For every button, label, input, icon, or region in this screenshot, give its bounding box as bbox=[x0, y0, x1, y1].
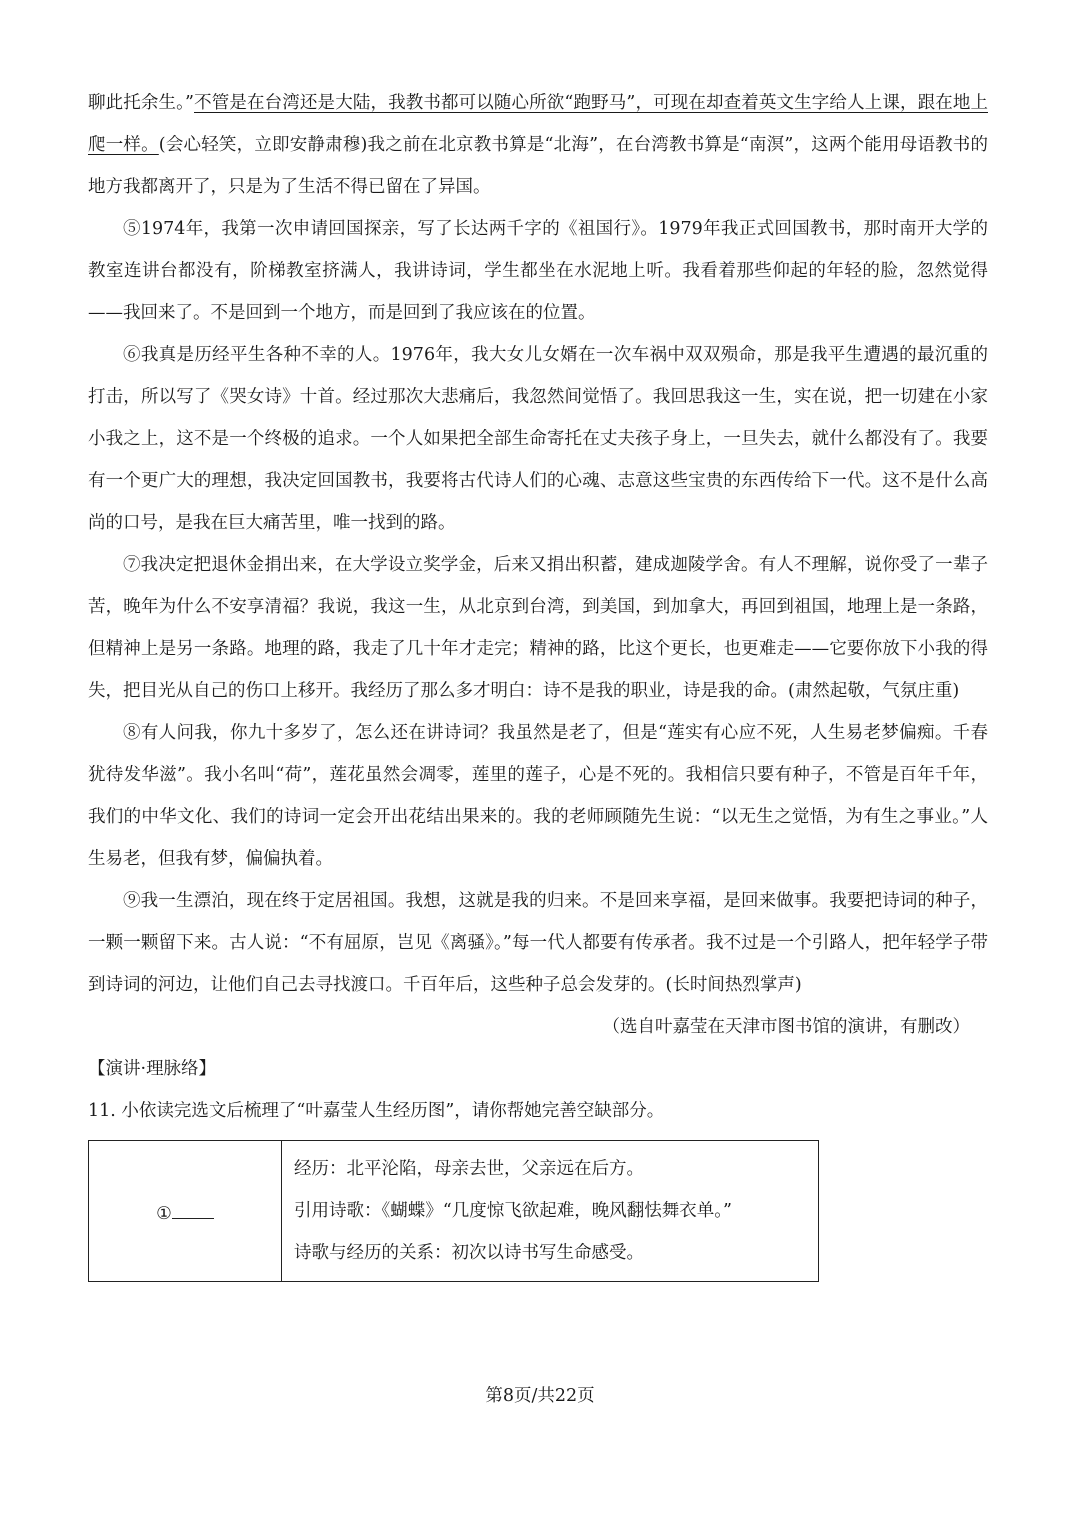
answer-blank[interactable] bbox=[172, 1198, 214, 1219]
source-citation: （选自叶嘉莹在天津市图书馆的演讲，有删改） bbox=[602, 1017, 970, 1037]
blank-cell bbox=[89, 1141, 282, 1282]
paragraph-4-end: (会心轻笑，立即安静肃穆)我之前在北京教书算是“北海”，在台湾教书算是“南溟”，这两个能用母语教书的地方我都离开了，只是为了生活不得已留在了异国。 bbox=[88, 135, 988, 197]
paragraph-9: ⑨我一生漂泊，现在终于定居祖国。我想，这就是我的归来。不是回来享福，是回来做事。我要把诗词的种子，一颗一颗留下来。古人说：“不有屈原，岂见《离骚》。”每一代人都要有传承者。我不过是一个引路人，把年轻学子带到诗词的河边，让他们自己去寻找渡口。千百年后，这些种子总会发芽的。(长时间热烈掌声) bbox=[88, 891, 988, 995]
relation-text: 诗歌与经历的关系：初次以诗书写生命感受。 bbox=[294, 1243, 644, 1263]
blank-label: ① bbox=[156, 1204, 172, 1224]
document-page bbox=[88, 82, 988, 1282]
poem-quote-text: 引用诗歌：《蝴蝶》“几度惊飞欲起难，晚风翻怯舞衣单。” bbox=[294, 1201, 732, 1221]
underlined-sentence: 不管是在台湾还是大陆，我教书都可以随心所欲“跑野马”，可现在却查着英文生字给人上课，跟在地上爬一样。 bbox=[88, 93, 988, 155]
table-row bbox=[89, 1141, 819, 1282]
paragraph-8: ⑧有人问我，你九十多岁了，怎么还在讲诗词？我虽然是老了，但是“莲实有心应不死，人生易老梦偏痴。千春犹待发华滋”。我小名叫“荷”，莲花虽然会凋零，莲里的莲子，心是不死的。我相信只要有种子，不管是百年千年，我们的中华文化、我们的诗词一定会开出花结出果来的。我的老师顾随先生说：“以无生之觉悟，为有生之事业。”人生易老，但我有梦，偏偏执着。 bbox=[88, 723, 988, 869]
paragraph-4 bbox=[88, 82, 988, 208]
question-11: 11. 小依读完选文后梳理了“叶嘉莹人生经历图”，请你帮她完善空缺部分。 bbox=[88, 1101, 665, 1121]
paragraph-4-start: 聊此托余生。” bbox=[88, 93, 194, 113]
paragraph-7: ⑦我决定把退休金捐出来，在大学设立奖学金，后来又捐出积蓄，建成迦陵学舍。有人不理解，说你受了一辈子苦，晚年为什么不安享清福？我说，我这一生，从北京到台湾，到美国，到加拿大，再回到祖国，地理上是一条路，但精神上是另一条路。地理的路，我走了几十年才走完；精神的路，比这个更长，也更难走——它要你放下小我的得失，把目光从自己的伤口上移开。我经历了那么多才明白：诗不是我的职业，诗是我的命。(肃然起敬，气氛庄重) bbox=[88, 555, 988, 701]
life-experience-table bbox=[88, 1140, 819, 1282]
experience-text: 经历：北平沦陷，母亲去世，父亲远在后方。 bbox=[294, 1159, 644, 1179]
paragraph-5: ⑤1974年，我第一次申请回国探亲，写了长达两千字的《祖国行》。1979年我正式回国教书，那时南开大学的教室连讲台都没有，阶梯教室挤满人，我讲诗词，学生都坐在水泥地上听。我看着那些仰起的年轻的脸，忽然觉得——我回来了。不是回到一个地方，而是回到了我应该在的位置。 bbox=[88, 219, 988, 323]
page-footer: 第8页/共22页 bbox=[485, 1386, 595, 1406]
section-title: 【演讲·理脉络】 bbox=[88, 1059, 217, 1079]
paragraph-6: ⑥我真是历经平生各种不幸的人。1976年，我大女儿女婿在一次车祸中双双殒命，那是我平生遭遇的最沉重的打击，所以写了《哭女诗》十首。经过那次大悲痛后，我忽然间觉悟了。我回思我这一生，实在说，把一切建在小家小我之上，这不是一个终极的追求。一个人如果把全部生命寄托在丈夫孩子身上，一旦失去，就什么都没有了。我要有一个更广大的理想，我决定回国教书，我要将古代诗人们的心魂、志意这些宝贵的东西传给下一代。这不是什么高尚的口号，是我在巨大痛苦里，唯一找到的路。 bbox=[88, 345, 988, 533]
content-cell bbox=[282, 1141, 819, 1282]
